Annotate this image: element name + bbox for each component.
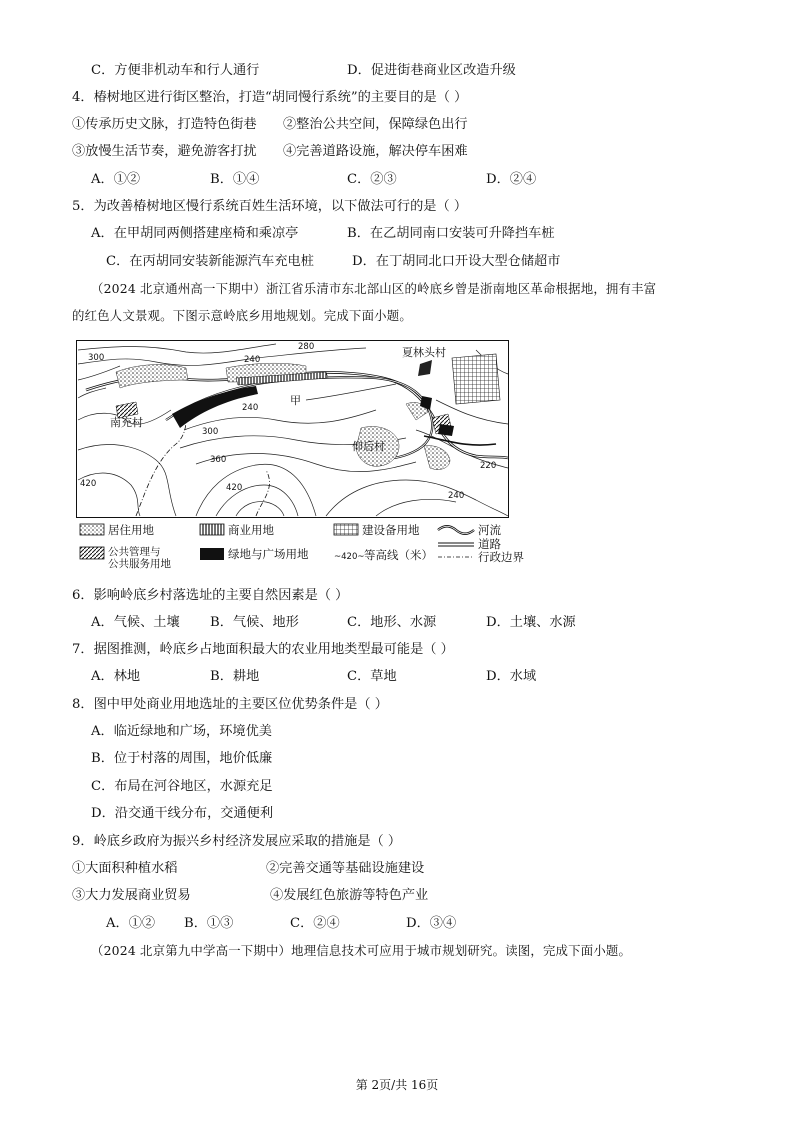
q9-stem: 9．岭底乡政府为振兴乡村经济发展应采取的措施是（ ） [72, 834, 402, 849]
contour-label: 420 [226, 483, 243, 493]
q7-option-b: B．耕地 [210, 669, 260, 684]
contour-label: 240 [242, 403, 259, 413]
q7-option-d: D．水域 [486, 669, 537, 684]
label-xialintoucun: 夏林头村 [402, 346, 446, 359]
q3-option-c: C．方便非机动车和行人通行 [91, 63, 260, 78]
label-nanchongcun: 南充村 [110, 416, 143, 429]
q9-statement-4: ④发展红色旅游等特色产业 [270, 888, 429, 903]
q9-option-d: D．③④ [406, 916, 457, 931]
q8-option-d: D．沿交通干线分布，交通便利 [91, 806, 274, 821]
legend-boundary: 行政边界 [478, 550, 524, 564]
q9-statement-1: ①大面积种植水稻 [72, 861, 178, 876]
q4-option-d: D．②④ [486, 172, 537, 187]
legend-residential: 居住用地 [108, 523, 154, 537]
q5-option-d: D．在丁胡同北口开设大型仓储超市 [352, 254, 561, 269]
q5-option-a: A．在甲胡同两侧搭建座椅和乘凉亭 [91, 226, 299, 241]
q3-option-d: D．促进街巷商业区改造升级 [347, 63, 516, 78]
q6-stem: 6．影响岭底乡村落选址的主要自然因素是（ ） [72, 588, 349, 603]
q4-statement-2: ②整治公共空间，保障绿色出行 [283, 117, 468, 132]
contour-label: 360 [210, 455, 227, 465]
legend-river: 河流 [478, 523, 501, 537]
q8-option-b: B．位于村落的周围，地价低廉 [91, 751, 273, 766]
q4-option-c: C．②③ [347, 172, 397, 187]
q4-option-b: B．①④ [210, 172, 260, 187]
contour-label: 420 [80, 479, 97, 489]
q8-stem: 8．图中甲处商业用地选址的主要区位优势条件是（ ） [72, 697, 388, 712]
contour-label: 240 [448, 491, 465, 501]
q6-option-d: D．土壤、水源 [486, 615, 576, 630]
q7-option-a: A．林地 [91, 669, 141, 684]
q9-option-c: C．②④ [290, 916, 340, 931]
q4-stem: 4．椿树地区进行街区整治，打造“胡同慢行系统”的主要目的是（ ） [72, 90, 468, 105]
contour-label: 300 [202, 427, 219, 437]
intro-1-line-1: （2024 北京通州高一下期中）浙江省乐清市东北部山区的岭底乡曾是浙南地区革命根据地，拥有丰富 [91, 281, 657, 296]
q6-option-b: B．气候、地形 [210, 615, 299, 630]
intro-1-line-2: 的红色人文景观。下图示意岭底乡用地规划。完成下面小题。 [72, 308, 412, 323]
legend-contour: 等高线（米） [364, 548, 433, 562]
q4-statement-3: ③放慢生活节奏，避免游客打扰 [72, 144, 257, 159]
land-use-map [76, 340, 509, 518]
legend-construction-reserve: 建设备用地 [362, 523, 420, 537]
legend-public-line2: 公共服务用地 [108, 558, 171, 569]
intro-2-line-1: （2024 北京第九中学高一下期中）地理信息技术可应用于城市规划研究。读图，完成下面小题。 [91, 943, 632, 958]
q4-option-a: A．①② [91, 172, 141, 187]
q8-option-a: A．临近绿地和广场，环境优美 [91, 724, 272, 739]
legend-commercial: 商业用地 [228, 523, 274, 537]
q9-statement-3: ③大力发展商业贸易 [72, 888, 191, 903]
legend-contour-sample: ~420~ [334, 552, 365, 562]
q5-option-b: B．在乙胡同南口安装可升降挡车桩 [347, 226, 555, 241]
q5-option-c: C．在丙胡同安装新能源汽车充电桩 [106, 254, 314, 269]
legend-green: 绿地与广场用地 [228, 547, 309, 561]
q5-stem: 5．为改善椿树地区慢行系统百姓生活环境，以下做法可行的是（ ） [72, 199, 468, 214]
contour-label: 280 [298, 342, 315, 352]
legend-green-swatch [200, 548, 224, 560]
legend-road: 道路 [478, 537, 501, 551]
page-footer: 第 2页/共 16页 [355, 1078, 439, 1092]
legend-public-swatch [80, 547, 104, 559]
legend-residential-swatch [80, 524, 104, 535]
contour-label: 300 [88, 353, 105, 363]
q6-option-a: A．气候、土壤 [91, 615, 180, 630]
q6-option-c: C．地形、水源 [347, 615, 437, 630]
label-yanghoucun: 仰后村 [352, 440, 385, 453]
map-legend [76, 521, 526, 569]
label-jia: 甲 [290, 394, 301, 407]
q7-option-c: C．草地 [347, 669, 397, 684]
q4-statement-1: ①传承历史文脉，打造特色街巷 [72, 117, 257, 132]
legend-construction-swatch [334, 524, 358, 535]
q7-stem: 7．据图推测，岭底乡占地面积最大的农业用地类型最可能是（ ） [72, 642, 454, 657]
q8-option-c: C．布局在河谷地区，水源充足 [91, 779, 273, 794]
legend-public-line1: 公共管理与 [108, 546, 161, 558]
q9-option-a: A．①② [106, 916, 156, 931]
q9-statement-2: ②完善交通等基础设施建设 [266, 861, 425, 876]
legend-commercial-swatch [200, 524, 224, 535]
q9-option-b: B．①③ [184, 916, 234, 931]
q4-statement-4: ④完善道路设施，解决停车困难 [283, 144, 468, 159]
contour-label: 240 [244, 355, 261, 365]
contour-label: 220 [480, 461, 497, 471]
